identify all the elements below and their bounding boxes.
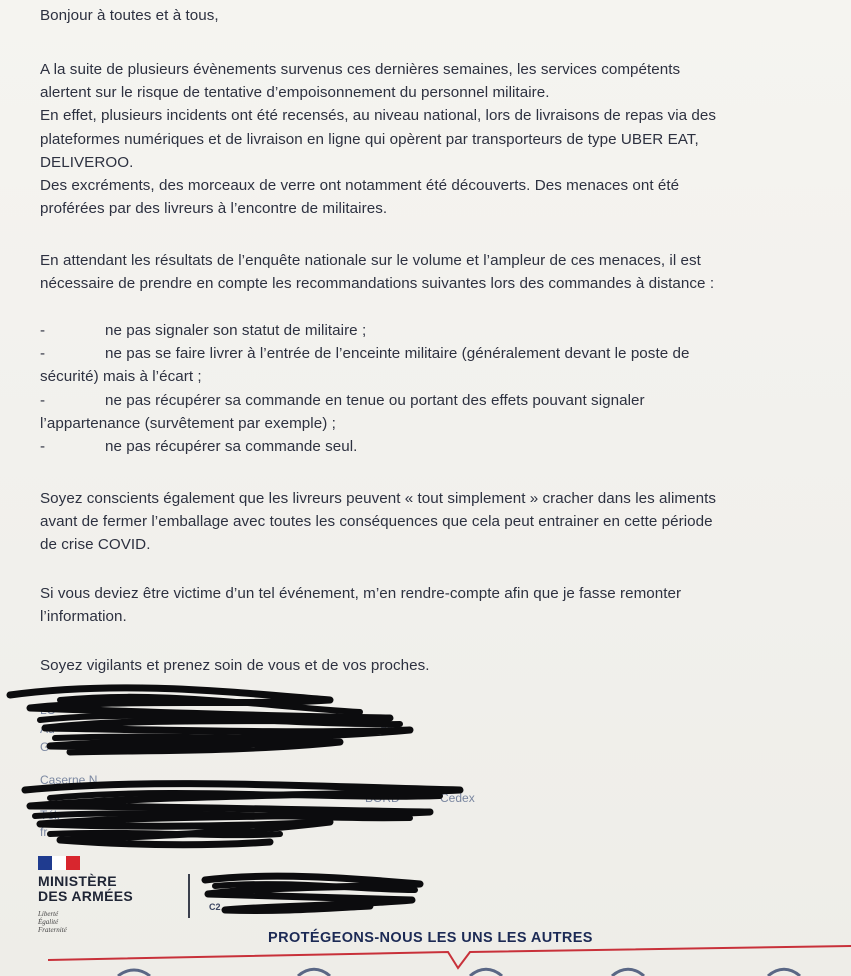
ministry-name-line-2: DES ARMÉES: [38, 888, 134, 904]
ministry-name-line-1: MINISTÈRE: [38, 873, 117, 889]
greeting: Bonjour à toutes et à tous,: [40, 7, 219, 24]
paragraph-line: proférées par des livreurs à l’encontre de militaires.: [40, 200, 388, 218]
paragraph-line: avant de fermer l’emballage avec toutes les conséquences que cela peut entrainer en cette période: [40, 513, 713, 531]
slogan: PROTÉGEONS-NOUS LES UNS LES AUTRES: [268, 930, 593, 946]
signature-fragment: LC: [40, 703, 56, 717]
list-item-text: ne pas récupérer sa commande en tenue ou portant des effets pouvant signaler: [105, 391, 645, 409]
signature-fragment: gen: [380, 722, 401, 736]
signature-fragment: Caserne N: [40, 773, 98, 787]
bullet-dash: -: [40, 391, 46, 409]
signature-fragment: 75: [298, 808, 312, 822]
footer-red-line: [48, 946, 851, 968]
list-item-text: ne pas se faire livrer à l’entrée de l’enceinte militaire (généralement devant le poste de: [105, 345, 690, 363]
motto-egalite: Égalité: [38, 918, 59, 926]
footer-icon-arc: [298, 969, 330, 976]
paragraph-line: plateformes numériques et de livraison en ligne qui opèrent par transporteurs de type UBER EAT,: [40, 130, 699, 148]
closing: Soyez vigilants et prenez soin de vous et de vos proches.: [40, 657, 430, 674]
signature-fragment: Tél.: [40, 808, 61, 822]
bullet-dash: -: [40, 345, 46, 363]
signature-fragment: fr: [40, 825, 48, 839]
bullet-dash: -: [40, 322, 46, 339]
paragraph-line: nécessaire de prendre en compte les recommandations suivantes lors des commandes à distance :: [40, 275, 715, 293]
footer-icon-arc: [612, 969, 644, 976]
paragraph-line: A la suite de plusieurs évènements survenus ces dernières semaines, les services compétents: [40, 61, 681, 78]
paragraph-line: Des excréments, des morceaux de verre ont notamment été découverts. Des menaces ont été: [40, 177, 680, 195]
paragraph-line: de crise COVID.: [40, 536, 151, 554]
paragraph-line: En effet, plusieurs incidents ont été recensés, au niveau national, lors de livraisons de repas via des: [40, 107, 717, 125]
bullet-dash: -: [40, 438, 46, 456]
signature-fragment: BORD: [365, 791, 400, 805]
list-item-text: ne pas signaler son statut de militaire ;: [105, 322, 367, 339]
paragraph-line: Si vous deviez être victime d’un tel événement, m’en rendre-compte afin que je fasse remonter: [40, 585, 682, 602]
list-item-continuation: l’appartenance (survêtement par exemple) ;: [40, 414, 336, 432]
paragraph-line: Soyez conscients également que les livreurs peuvent « tout simplement » cracher dans les aliments: [40, 490, 716, 507]
contact-fragment: C2: [209, 902, 221, 912]
paragraph-line: alertent sur le risque de tentative d’empoisonnement du personnel militaire.: [40, 84, 550, 102]
paragraph-line: l’information.: [40, 608, 127, 626]
motto-liberte: Liberté: [38, 910, 59, 918]
footer-icon-arc: [118, 970, 150, 976]
footer-icon-arc: [470, 969, 502, 976]
paragraph-line: DELIVEROO.: [40, 153, 134, 171]
signature-fragment: G: [40, 740, 50, 754]
footer-icon-arc: [768, 969, 800, 976]
signature-fragment: Cedex: [440, 791, 475, 805]
list-item-continuation: sécurité) mais à l’écart ;: [40, 368, 202, 386]
list-item-text: ne pas récupérer sa commande seul.: [105, 438, 358, 456]
motto-fraternite: Fraternité: [38, 926, 67, 934]
paragraph-line: En attendant les résultats de l’enquête nationale sur le volume et l’ampleur de ces menaces, il est: [40, 252, 701, 269]
signature-fragment: Ad: [40, 722, 55, 736]
